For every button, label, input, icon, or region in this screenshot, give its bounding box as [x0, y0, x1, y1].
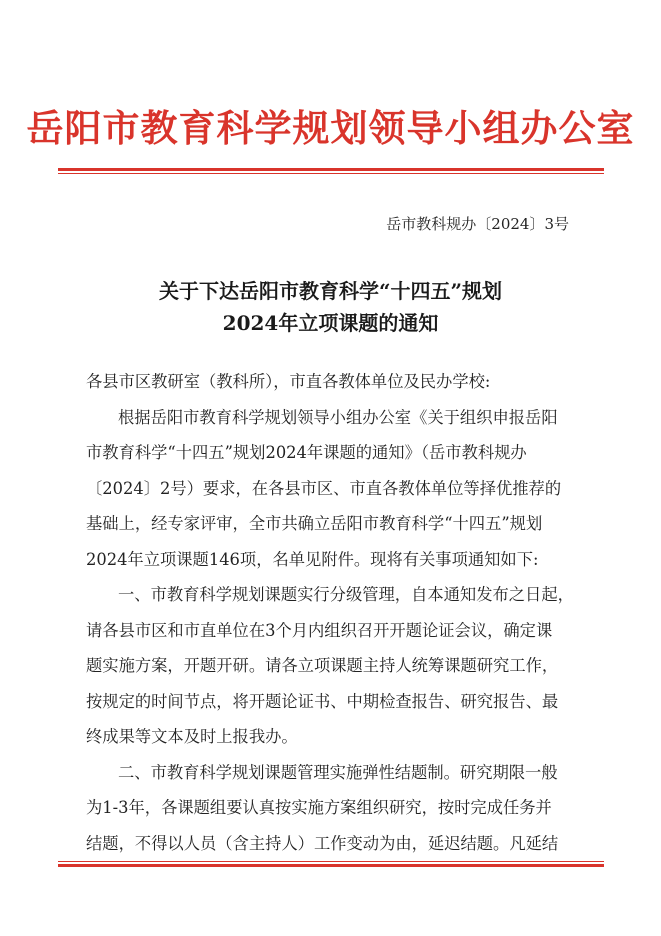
paragraph-line: 2024年立项课题146项，名单见附件。现将有关事项通知如下: — [86, 549, 539, 569]
notice-body — [86, 364, 578, 861]
paragraph-line: 根据岳阳市教育科学规划领导小组办公室《关于组织申报岳阳 — [118, 407, 558, 427]
paragraph-line: 市教育科学“十四五”规划2024年课题的通知》（岳市教科规办 — [86, 443, 527, 462]
paragraph-line: 按规定的时间节点，将开题论证书、中期检查报告、研究报告、最 — [86, 691, 559, 711]
letterhead-title: 岳阳市教育科学规划领导小组办公室 — [26, 106, 635, 150]
paragraph-line: 结题，不得以人员（含主持人）工作变动为由，延迟结题。凡延结 — [86, 833, 559, 853]
paragraph-line: 为1-3年，各课题组要认真按实施方案组织研究，按时完成任务并 — [86, 798, 552, 817]
paragraph-line: 〔2024〕2号）要求，在各县市区、市直各教体单位等择优推荐的 — [86, 478, 562, 498]
document-number: 岳市教科规办〔2024〕3号 — [386, 215, 569, 233]
paragraph-line: 终成果等文本及时上报我办。 — [86, 727, 298, 746]
paragraph-line: 请各县市区和市直单位在3个月内组织召开开题论证会议，确定课 — [86, 620, 553, 640]
salutation: 各县市区教研室（教科所），市直各教体单位及民办学校: — [86, 372, 491, 391]
paragraph-line: 题实施方案，开题开研。请各立项课题主持人统筹课题研究工作， — [86, 656, 559, 675]
footer-red-rule — [58, 861, 604, 867]
notice-title — [0, 275, 661, 339]
paragraph-line: 一、市教育科学规划课题实行分级管理，自本通知发布之日起， — [118, 585, 574, 604]
paragraph-line: 二、市教育科学规划课题管理实施弹性结题制。研究期限一般 — [118, 762, 558, 782]
notice-title-line-1: 关于下达岳阳市教育科学“十四五”规划 — [158, 279, 502, 303]
paragraph-line: 基础上，经专家评审，全市共确立岳阳市教育科学“十四五”规划 — [86, 514, 543, 533]
letterhead-red-rule — [58, 168, 604, 174]
notice-title-line-2: 2024年立项课题的通知 — [222, 311, 439, 335]
